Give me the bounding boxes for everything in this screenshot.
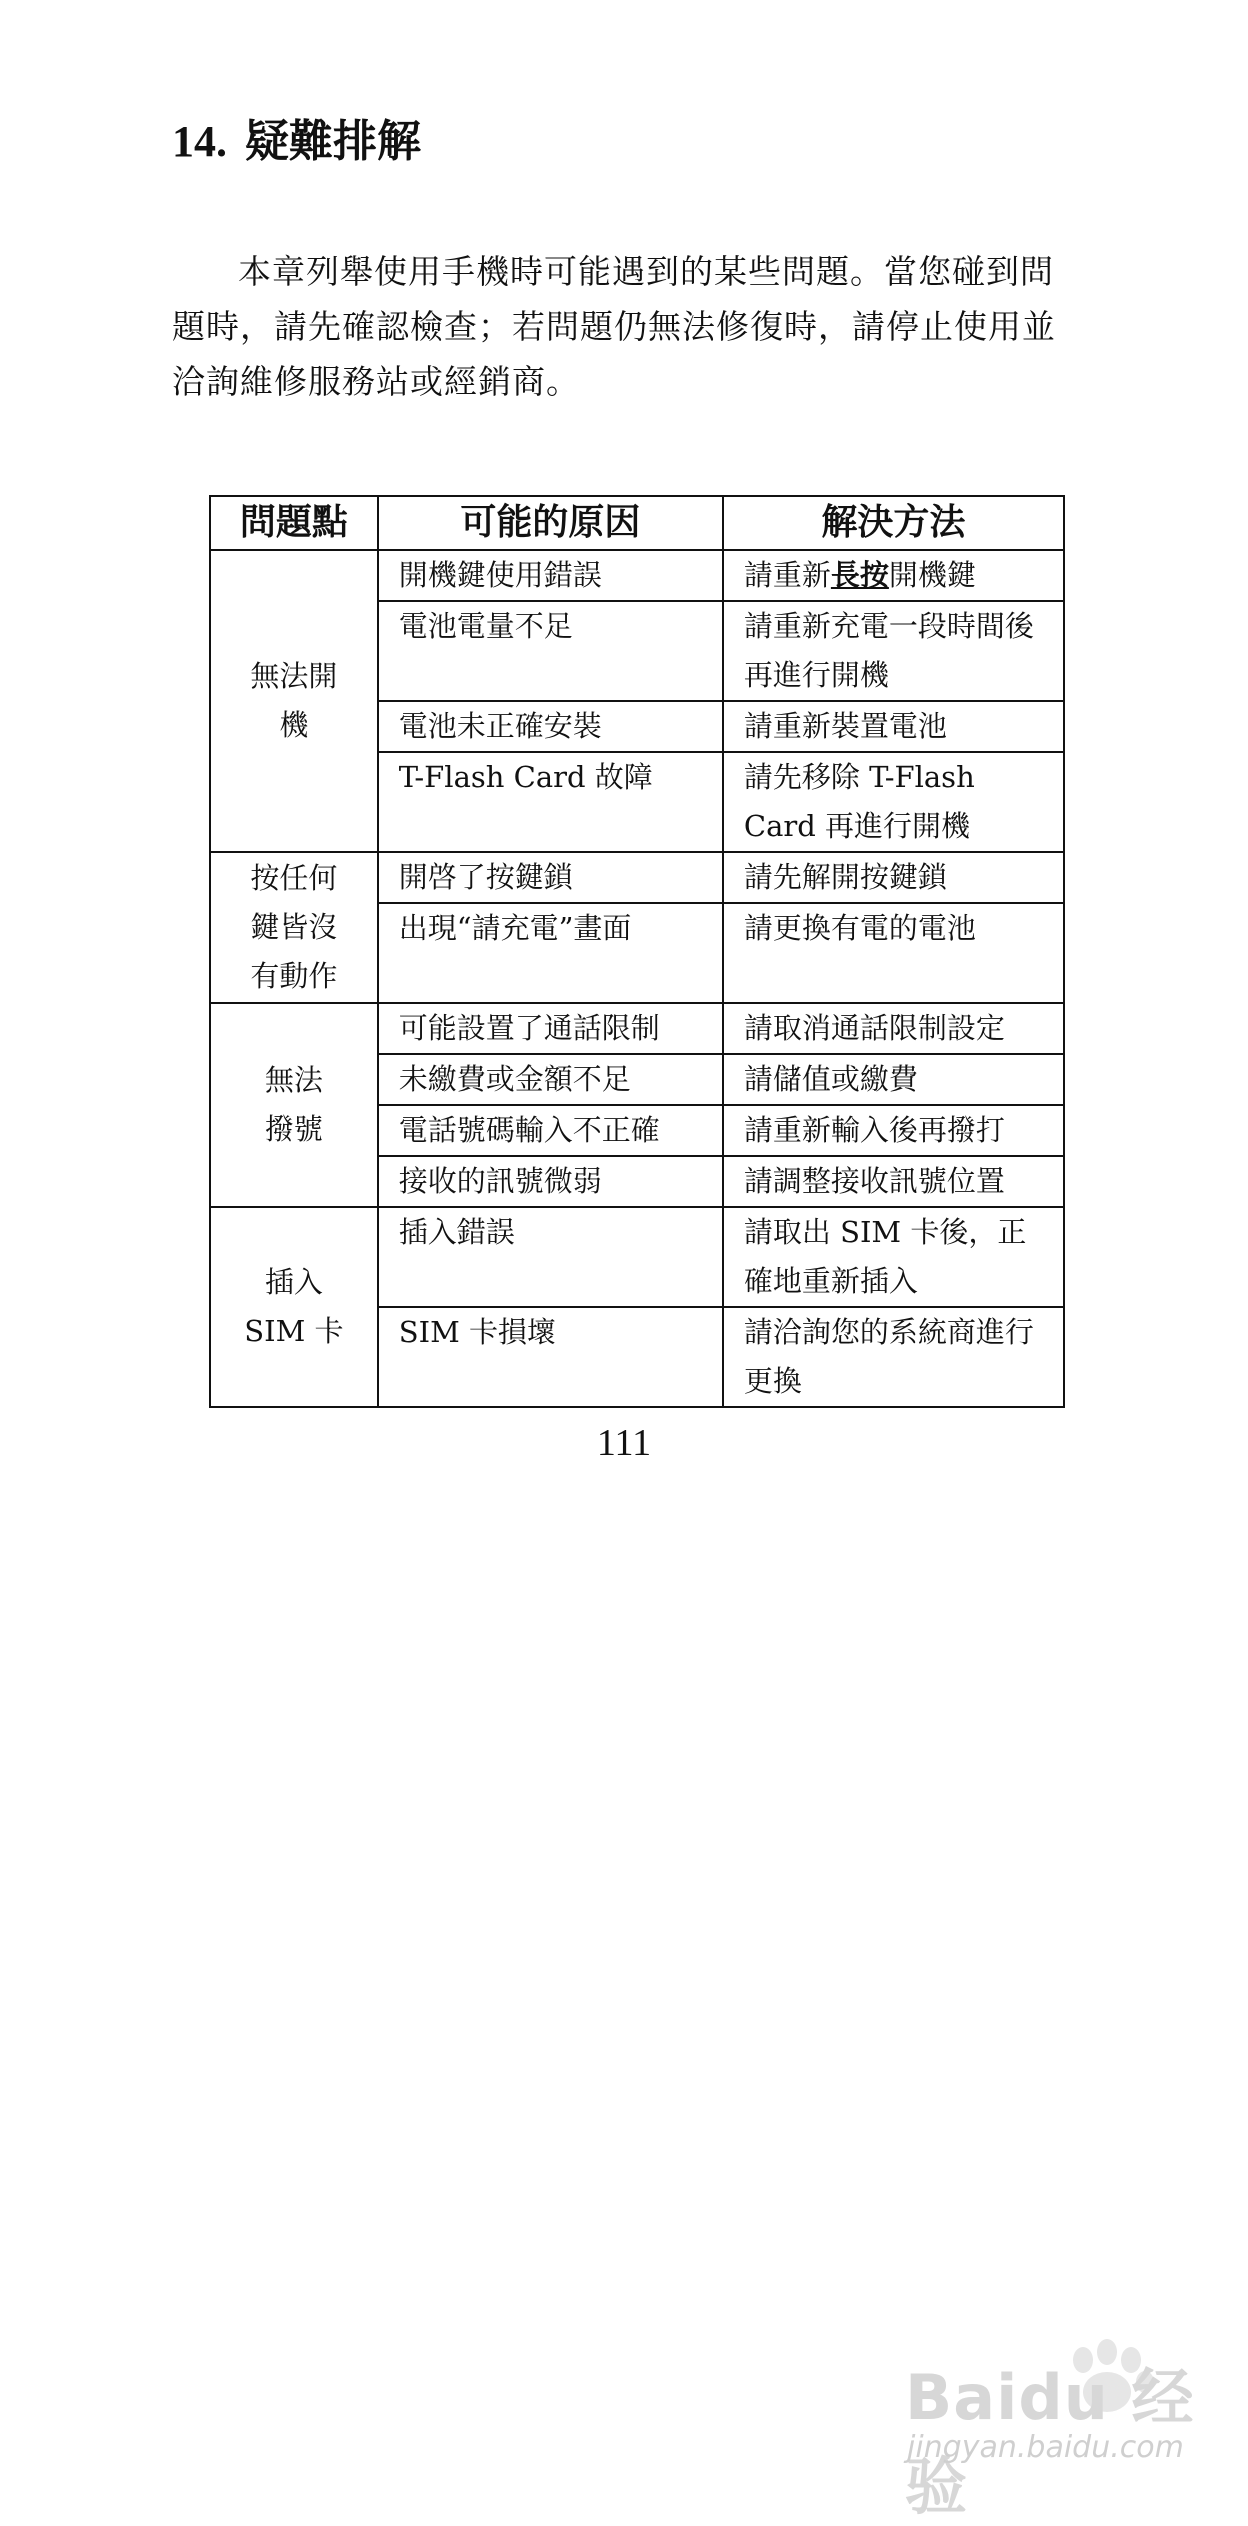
solution-cell: 請取出 SIM 卡後，正確地重新插入 xyxy=(723,1207,1064,1307)
problem-cell-power-on xyxy=(210,550,378,852)
solution-cell: 請取消通話限制設定 xyxy=(723,1003,1064,1054)
cause-cell: SIM 卡損壞 xyxy=(378,1307,723,1407)
table-header-row xyxy=(210,496,1064,550)
problem-label: 插入 SIM 卡 xyxy=(244,1265,344,1348)
baidu-watermark xyxy=(845,2330,1225,2523)
intro-paragraph: 本章列舉使用手機時可能遇到的某些問題。當您碰到問題時，請先確認檢查；若問題仍無法修復時，請停止使用並洽詢維修服務站或經銷商。 xyxy=(172,252,1056,401)
solution-cell: 請更換有電的電池 xyxy=(723,903,1064,1003)
cause-cell: 可能設置了通話限制 xyxy=(378,1003,723,1054)
problem-label: 無法開機 xyxy=(250,659,338,742)
problem-label: 無法撥號 xyxy=(264,1063,323,1146)
watermark-url: jingyan.baidu.com xyxy=(907,2430,1184,2465)
table-row xyxy=(210,1003,1064,1054)
cause-cell: 電池電量不足 xyxy=(378,601,723,701)
solution-cell: 請儲值或繳費 xyxy=(723,1054,1064,1105)
cause-cell: 插入錯誤 xyxy=(378,1207,723,1307)
solution-cell xyxy=(723,550,1064,601)
solution-cell: 請重新裝置電池 xyxy=(723,701,1064,752)
table-row xyxy=(210,550,1064,601)
cause-cell: T-Flash Card 故障 xyxy=(378,752,723,852)
solution-text-post: 開機鍵 xyxy=(888,558,976,592)
cause-cell: 開啓了按鍵鎖 xyxy=(378,852,723,903)
page-number: 111 xyxy=(596,1422,652,1464)
cause-cell: 出現“請充電”畫面 xyxy=(378,903,723,1003)
solution-cell: 請先移除 T-Flash Card 再進行開機 xyxy=(723,752,1064,852)
cause-cell: 電池未正確安裝 xyxy=(378,701,723,752)
solution-cell: 請先解開按鍵鎖 xyxy=(723,852,1064,903)
problem-label: 按任何鍵皆沒有動作 xyxy=(250,861,338,993)
header-solution: 解決方法 xyxy=(723,496,1064,550)
chapter-title xyxy=(172,112,421,172)
solution-emphasis: 長按 xyxy=(830,558,889,592)
problem-cell-sim xyxy=(210,1207,378,1407)
cause-cell: 未繳費或金額不足 xyxy=(378,1054,723,1105)
header-problem: 問題點 xyxy=(210,496,378,550)
solution-cell: 請調整接收訊號位置 xyxy=(723,1156,1064,1207)
table-row xyxy=(210,852,1064,903)
header-cause: 可能的原因 xyxy=(378,496,723,550)
problem-cell-cannot-dial xyxy=(210,1003,378,1207)
watermark-logo: Baidu 经验 xyxy=(905,2361,1195,2523)
cause-cell: 開機鍵使用錯誤 xyxy=(378,550,723,601)
problem-cell-no-response xyxy=(210,852,378,1003)
solution-cell: 請洽詢您的系統商進行更換 xyxy=(723,1307,1064,1407)
troubleshooting-table xyxy=(209,495,1065,1408)
table-row xyxy=(210,1207,1064,1307)
solution-cell: 請重新充電一段時間後再進行開機 xyxy=(723,601,1064,701)
solution-cell: 請重新輸入後再撥打 xyxy=(723,1105,1064,1156)
cause-cell: 接收的訊號微弱 xyxy=(378,1156,723,1207)
chapter-title-text: 疑難排解 xyxy=(245,116,421,167)
solution-text-pre: 請重新 xyxy=(743,558,831,592)
chapter-number: 14. xyxy=(172,117,227,166)
cause-cell: 電話號碼輸入不正確 xyxy=(378,1105,723,1156)
